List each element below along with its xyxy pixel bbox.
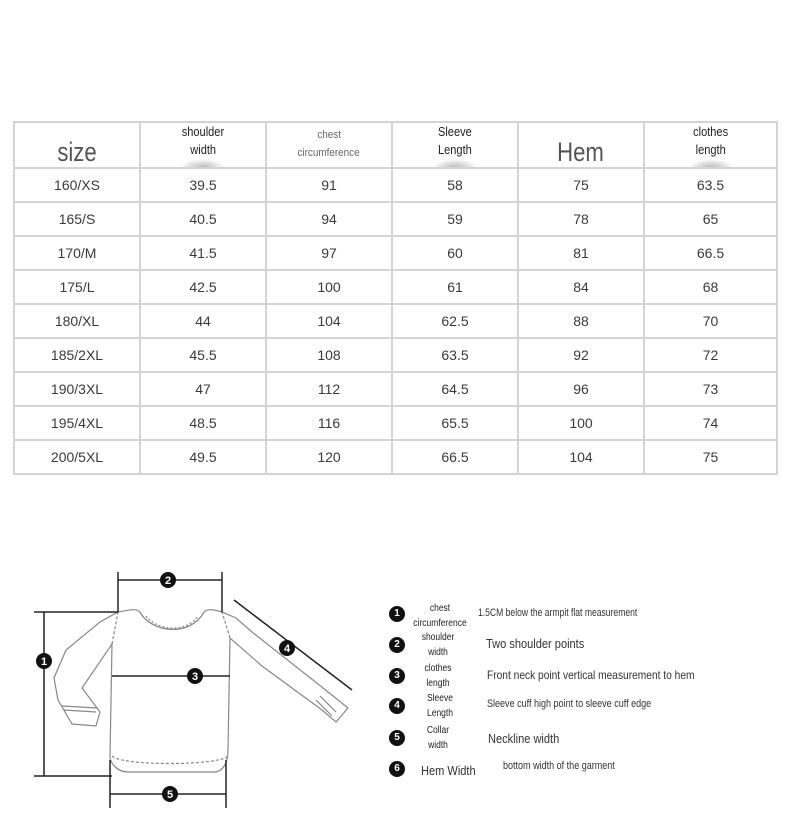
marker-2: 2 bbox=[164, 575, 172, 587]
measurement-cell: 63.5 bbox=[644, 168, 777, 202]
legend-number: 1 bbox=[389, 606, 405, 622]
measurement-cell: 116 bbox=[266, 406, 392, 440]
legend-term: Hem Width bbox=[421, 763, 476, 778]
measurement-cell: 65 bbox=[644, 202, 777, 236]
header-label-line2: Length bbox=[438, 142, 472, 157]
term-line2: length bbox=[426, 678, 450, 689]
legend-desc: Front neck point vertical measurement to hem bbox=[487, 668, 695, 682]
measurement-cell: 62.5 bbox=[392, 304, 518, 338]
marker-4: 4 bbox=[283, 643, 291, 655]
table-row bbox=[14, 202, 777, 236]
measurement-cell: 88 bbox=[518, 304, 644, 338]
table-row bbox=[14, 338, 777, 372]
measurement-cell: 97 bbox=[266, 236, 392, 270]
legend-desc: Two shoulder points bbox=[486, 636, 585, 651]
legend-desc: Sleeve cuff high point to sleeve cuff edge bbox=[487, 698, 652, 710]
table-row bbox=[14, 440, 777, 474]
measurement-cell: 47 bbox=[140, 372, 266, 406]
header-clothes-length bbox=[644, 122, 777, 168]
marker-1: 1 bbox=[40, 656, 48, 668]
legend-number: 2 bbox=[389, 637, 405, 653]
header-hem bbox=[518, 122, 644, 168]
table-row bbox=[14, 270, 777, 304]
measurement-cell: 100 bbox=[266, 270, 392, 304]
measurement-cell: 59 bbox=[392, 202, 518, 236]
term-line1: Collar bbox=[426, 725, 450, 736]
measurement-cell: 91 bbox=[266, 168, 392, 202]
measurement-cell: 49.5 bbox=[140, 440, 266, 474]
measurement-cell: 112 bbox=[266, 372, 392, 406]
measurement-cell: 75 bbox=[518, 168, 644, 202]
measurement-cell: 65.5 bbox=[392, 406, 518, 440]
header-shadow bbox=[180, 159, 226, 167]
term-line1: Sleeve bbox=[426, 693, 453, 704]
legend-term bbox=[410, 691, 470, 721]
legend-desc: Neckline width bbox=[488, 731, 560, 746]
legend-item-collar bbox=[389, 725, 789, 762]
marker-5: 5 bbox=[166, 789, 174, 801]
measurement-cell: 66.5 bbox=[392, 440, 518, 474]
legend-desc: bottom width of the garment bbox=[503, 760, 615, 772]
measurement-cell: 92 bbox=[518, 338, 644, 372]
measurement-cell: 68 bbox=[644, 270, 777, 304]
header-label-line2: width bbox=[190, 142, 216, 157]
measurement-cell: 96 bbox=[518, 372, 644, 406]
header-label-line1: chest bbox=[317, 129, 341, 141]
header-chest-circumference bbox=[266, 122, 392, 168]
header-hem-label: Hem bbox=[557, 137, 605, 167]
measurement-cell: 78 bbox=[518, 202, 644, 236]
header-size bbox=[14, 122, 140, 168]
header-label-line1: Sleeve bbox=[438, 124, 472, 139]
header-shadow bbox=[432, 159, 478, 167]
measurement-cell: 100 bbox=[518, 406, 644, 440]
header-label-line1: shoulder bbox=[181, 124, 225, 139]
measurement-cell: 104 bbox=[266, 304, 392, 338]
size-chart-table bbox=[13, 121, 778, 475]
header-sleeve-length bbox=[392, 122, 518, 168]
sweater-outline bbox=[54, 610, 348, 772]
measurement-cell: 58 bbox=[392, 168, 518, 202]
marker-3: 3 bbox=[191, 671, 199, 683]
measurement-cell: 108 bbox=[266, 338, 392, 372]
measurement-cell: 72 bbox=[644, 338, 777, 372]
measurement-cell: 70 bbox=[644, 304, 777, 338]
measurement-cell: 66.5 bbox=[644, 236, 777, 270]
measurement-cell: 73 bbox=[644, 372, 777, 406]
table-row bbox=[14, 304, 777, 338]
table-row bbox=[14, 372, 777, 406]
legend-term bbox=[410, 601, 470, 631]
measurement-cell: 63.5 bbox=[392, 338, 518, 372]
measurement-cell: 42.5 bbox=[140, 270, 266, 304]
term-line2: width bbox=[428, 647, 448, 658]
measurement-cell: 75 bbox=[644, 440, 777, 474]
size-cell: 185/2XL bbox=[14, 338, 140, 372]
header-size-label: size bbox=[57, 137, 97, 167]
term-line2: circumference bbox=[413, 618, 467, 629]
measurement-cell: 39.5 bbox=[140, 168, 266, 202]
measurement-cell: 104 bbox=[518, 440, 644, 474]
size-cell: 195/4XL bbox=[14, 406, 140, 440]
measurement-cell: 61 bbox=[392, 270, 518, 304]
measurement-cell: 45.5 bbox=[140, 338, 266, 372]
legend-number: 5 bbox=[389, 730, 405, 746]
measure-markers bbox=[36, 572, 295, 802]
header-shadow bbox=[688, 159, 734, 167]
legend-term bbox=[408, 661, 468, 691]
size-chart-header-row bbox=[14, 122, 777, 168]
header-label-line1: clothes bbox=[692, 124, 729, 139]
size-chart-body bbox=[14, 168, 777, 474]
measurement-cell: 84 bbox=[518, 270, 644, 304]
measurement-cell: 41.5 bbox=[140, 236, 266, 270]
size-cell: 170/M bbox=[14, 236, 140, 270]
measurement-cell: 44 bbox=[140, 304, 266, 338]
sweater-measurement-diagram bbox=[0, 560, 380, 840]
size-cell: 180/XL bbox=[14, 304, 140, 338]
table-row bbox=[14, 236, 777, 270]
size-cell: 175/L bbox=[14, 270, 140, 304]
size-cell: 160/XS bbox=[14, 168, 140, 202]
measurement-cell: 74 bbox=[644, 406, 777, 440]
measurement-cell: 48.5 bbox=[140, 406, 266, 440]
term-line2: Length bbox=[426, 708, 454, 719]
measurement-cell: 64.5 bbox=[392, 372, 518, 406]
legend-term bbox=[408, 630, 468, 660]
measurement-cell: 40.5 bbox=[140, 202, 266, 236]
legend-number: 6 bbox=[389, 761, 405, 777]
legend-number: 4 bbox=[389, 698, 405, 714]
header-shoulder-width bbox=[140, 122, 266, 168]
measurement-cell: 81 bbox=[518, 236, 644, 270]
legend-desc: 1.5CM below the armpit flat measurement bbox=[478, 607, 638, 619]
table-row bbox=[14, 406, 777, 440]
term-line1: shoulder bbox=[421, 632, 455, 643]
measurement-cell: 120 bbox=[266, 440, 392, 474]
header-label-line2: length bbox=[695, 142, 726, 157]
term-line2: width bbox=[428, 740, 448, 751]
size-cell: 190/3XL bbox=[14, 372, 140, 406]
legend-item-hem bbox=[389, 760, 789, 792]
term-line1: clothes bbox=[424, 663, 452, 674]
measurement-cell: 60 bbox=[392, 236, 518, 270]
legend-number: 3 bbox=[389, 668, 405, 684]
legend-term bbox=[408, 723, 468, 753]
term-line1: chest bbox=[429, 603, 451, 614]
size-cell: 200/5XL bbox=[14, 440, 140, 474]
table-row bbox=[14, 168, 777, 202]
header-label-line2: circumference bbox=[297, 147, 361, 159]
measurement-cell: 94 bbox=[266, 202, 392, 236]
size-cell: 165/S bbox=[14, 202, 140, 236]
